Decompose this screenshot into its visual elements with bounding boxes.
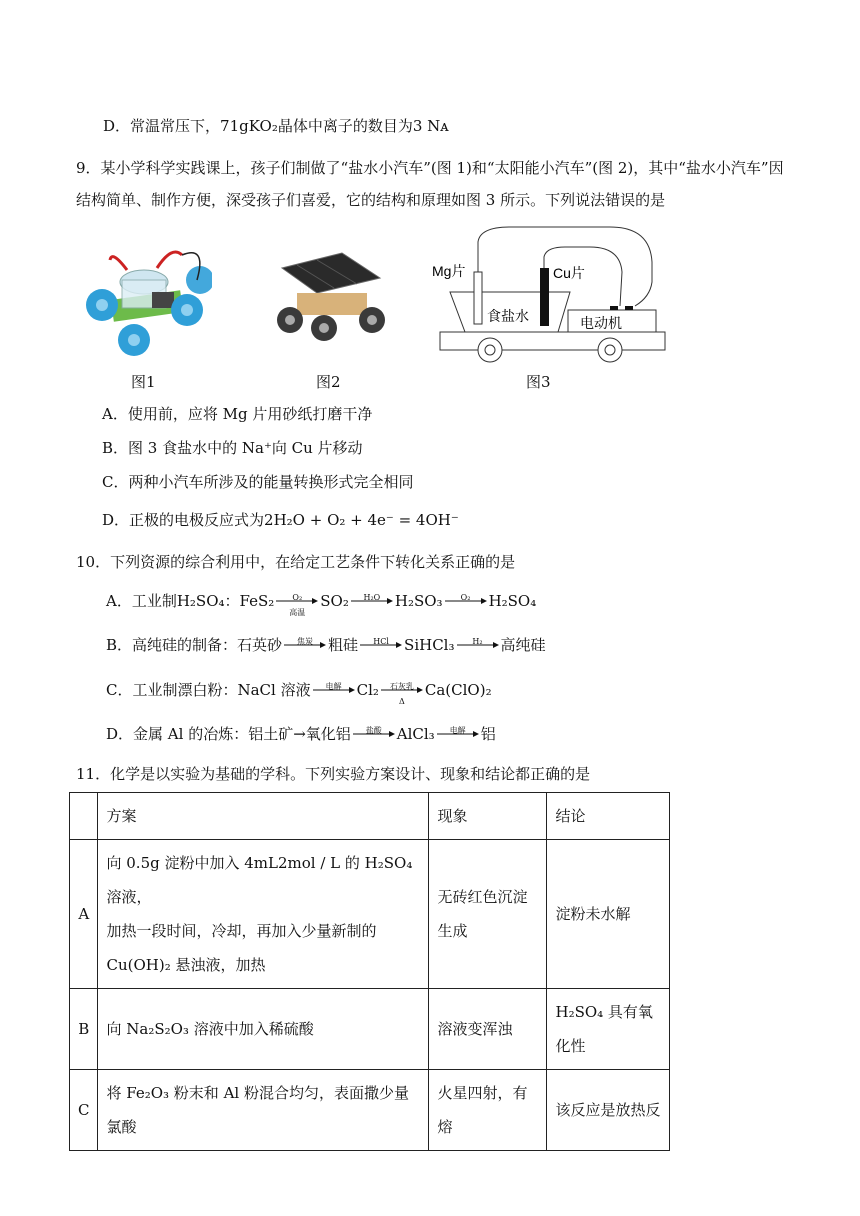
q9-stem-line1: 9．某小学科学实践课上，孩子们制做了“盐水小汽车”(图 1)和“太阳能小汽车”(图 2)，其中“盐水小汽车”因 (76, 159, 784, 177)
table-row (70, 989, 670, 1070)
q10d-arrow1: 盐酸 (353, 726, 395, 744)
q10c-arrow2: 石灰乳 Δ (381, 682, 423, 700)
q9-stem-line2: 结构简单、制作方便，深受孩子们喜爱，它的结构和原理如图 3 所示。下列说法错误的是 (76, 191, 666, 209)
row-plan: 向 Na₂S₂O₃ 溶液中加入稀硫酸 (98, 989, 429, 1070)
row-phenomenon: 溶液变浑浊 (429, 989, 547, 1070)
fig2-caption: 图2 (316, 373, 341, 391)
q10d-arrow2: 电解 (437, 726, 479, 744)
q9-option-d: D．正极的电极反应式为2H₂O + O₂ + 4e⁻ = 4OH⁻ (102, 511, 459, 529)
q11-stem: 11．化学是以实验为基础的学科。下列实验方案设计、现象和结论都正确的是 (76, 765, 591, 783)
q9-option-c: C．两种小汽车所涉及的能量转换形式完全相同 (102, 473, 414, 491)
q10a-arrow3: O₂ (445, 593, 487, 611)
q10a-arrow2: H₂O (351, 593, 393, 611)
row-plan: 将 Fe₂O₃ 粉末和 Al 粉混合均匀，表面撒少量氯酸 (98, 1070, 429, 1151)
q10c-arrow1: 电解 (313, 682, 355, 700)
q11-table (69, 792, 670, 1151)
q10-option-a: A．工业制H₂SO₄：FeS₂ O₂ 高温 SO₂ H₂O H₂SO₃ O₂ H₂SO₄ (106, 592, 537, 617)
row-label: B (70, 989, 98, 1070)
mg-label: Mg片 (432, 263, 466, 279)
q10b-arrow1: 焦炭 (284, 637, 326, 655)
q10-stem: 10．下列资源的综合利用中，在给定工艺条件下转化关系正确的是 (76, 553, 516, 571)
table-row (70, 1070, 670, 1151)
table-header-phenomenon: 现象 (429, 793, 547, 840)
table-header-conclusion: 结论 (547, 793, 670, 840)
q10-option-b: B．高纯硅的制备：石英砂 焦炭 粗硅 HCl SiHCl₃ H₂ 高纯硅 (106, 636, 546, 654)
table-row (70, 840, 670, 989)
q10b-arrow3: H₂ (457, 637, 499, 655)
q10b-arrow2: HCl (360, 637, 402, 655)
table-header-row (70, 793, 670, 840)
row-conclusion: H₂SO₄ 具有氧 化性 (547, 989, 670, 1070)
table-header-plan: 方案 (98, 793, 429, 840)
table-header-empty (70, 793, 98, 840)
q8-option-d: D．常温常压下，71gKO₂晶体中离子的数目为3 Nᴀ (103, 117, 449, 135)
q9-option-b: B．图 3 食盐水中的 Na⁺向 Cu 片移动 (102, 439, 363, 457)
cu-label: Cu片 (553, 265, 585, 281)
fig3-caption: 图3 (526, 373, 551, 391)
row-label: A (70, 840, 98, 989)
row-phenomenon: 无砖红色沉淀 生成 (429, 840, 547, 989)
q9-option-a: A．使用前，应将 Mg 片用砂纸打磨干净 (102, 405, 373, 423)
q10a-arrow1: O₂ 高温 (276, 593, 318, 611)
q10-option-d: D．金属 Al 的冶炼：铝土矿→氧化铝 盐酸 AlCl₃ 电解 铝 (106, 725, 496, 743)
solar-car-figure (272, 248, 387, 348)
row-conclusion: 淀粉未水解 (547, 840, 670, 989)
salt-water-car-figure (82, 240, 212, 360)
q10-option-c: C．工业制漂白粉：NaCl 溶液 电解 Cl₂ 石灰乳 Δ Ca(ClO)₂ (106, 681, 492, 706)
row-conclusion: 该反应是放热反 (547, 1070, 670, 1151)
row-label: C (70, 1070, 98, 1151)
fig1-caption: 图1 (131, 373, 156, 391)
row-plan: 向 0.5g 淀粉中加入 4mL2mol / L 的 H₂SO₄ 溶液， 加热一段时间，冷却，再加入少量新制的 Cu(OH)₂ 悬浊液，加热 (98, 840, 429, 989)
q10a-prefix: A．工业制H₂SO₄：FeS₂ (106, 592, 275, 610)
salt-water-car-diagram (430, 222, 675, 367)
salt-water-label: 食盐水 (487, 308, 529, 324)
row-phenomenon: 火星四射，有熔 (429, 1070, 547, 1151)
motor-label: 电动机 (580, 315, 622, 331)
